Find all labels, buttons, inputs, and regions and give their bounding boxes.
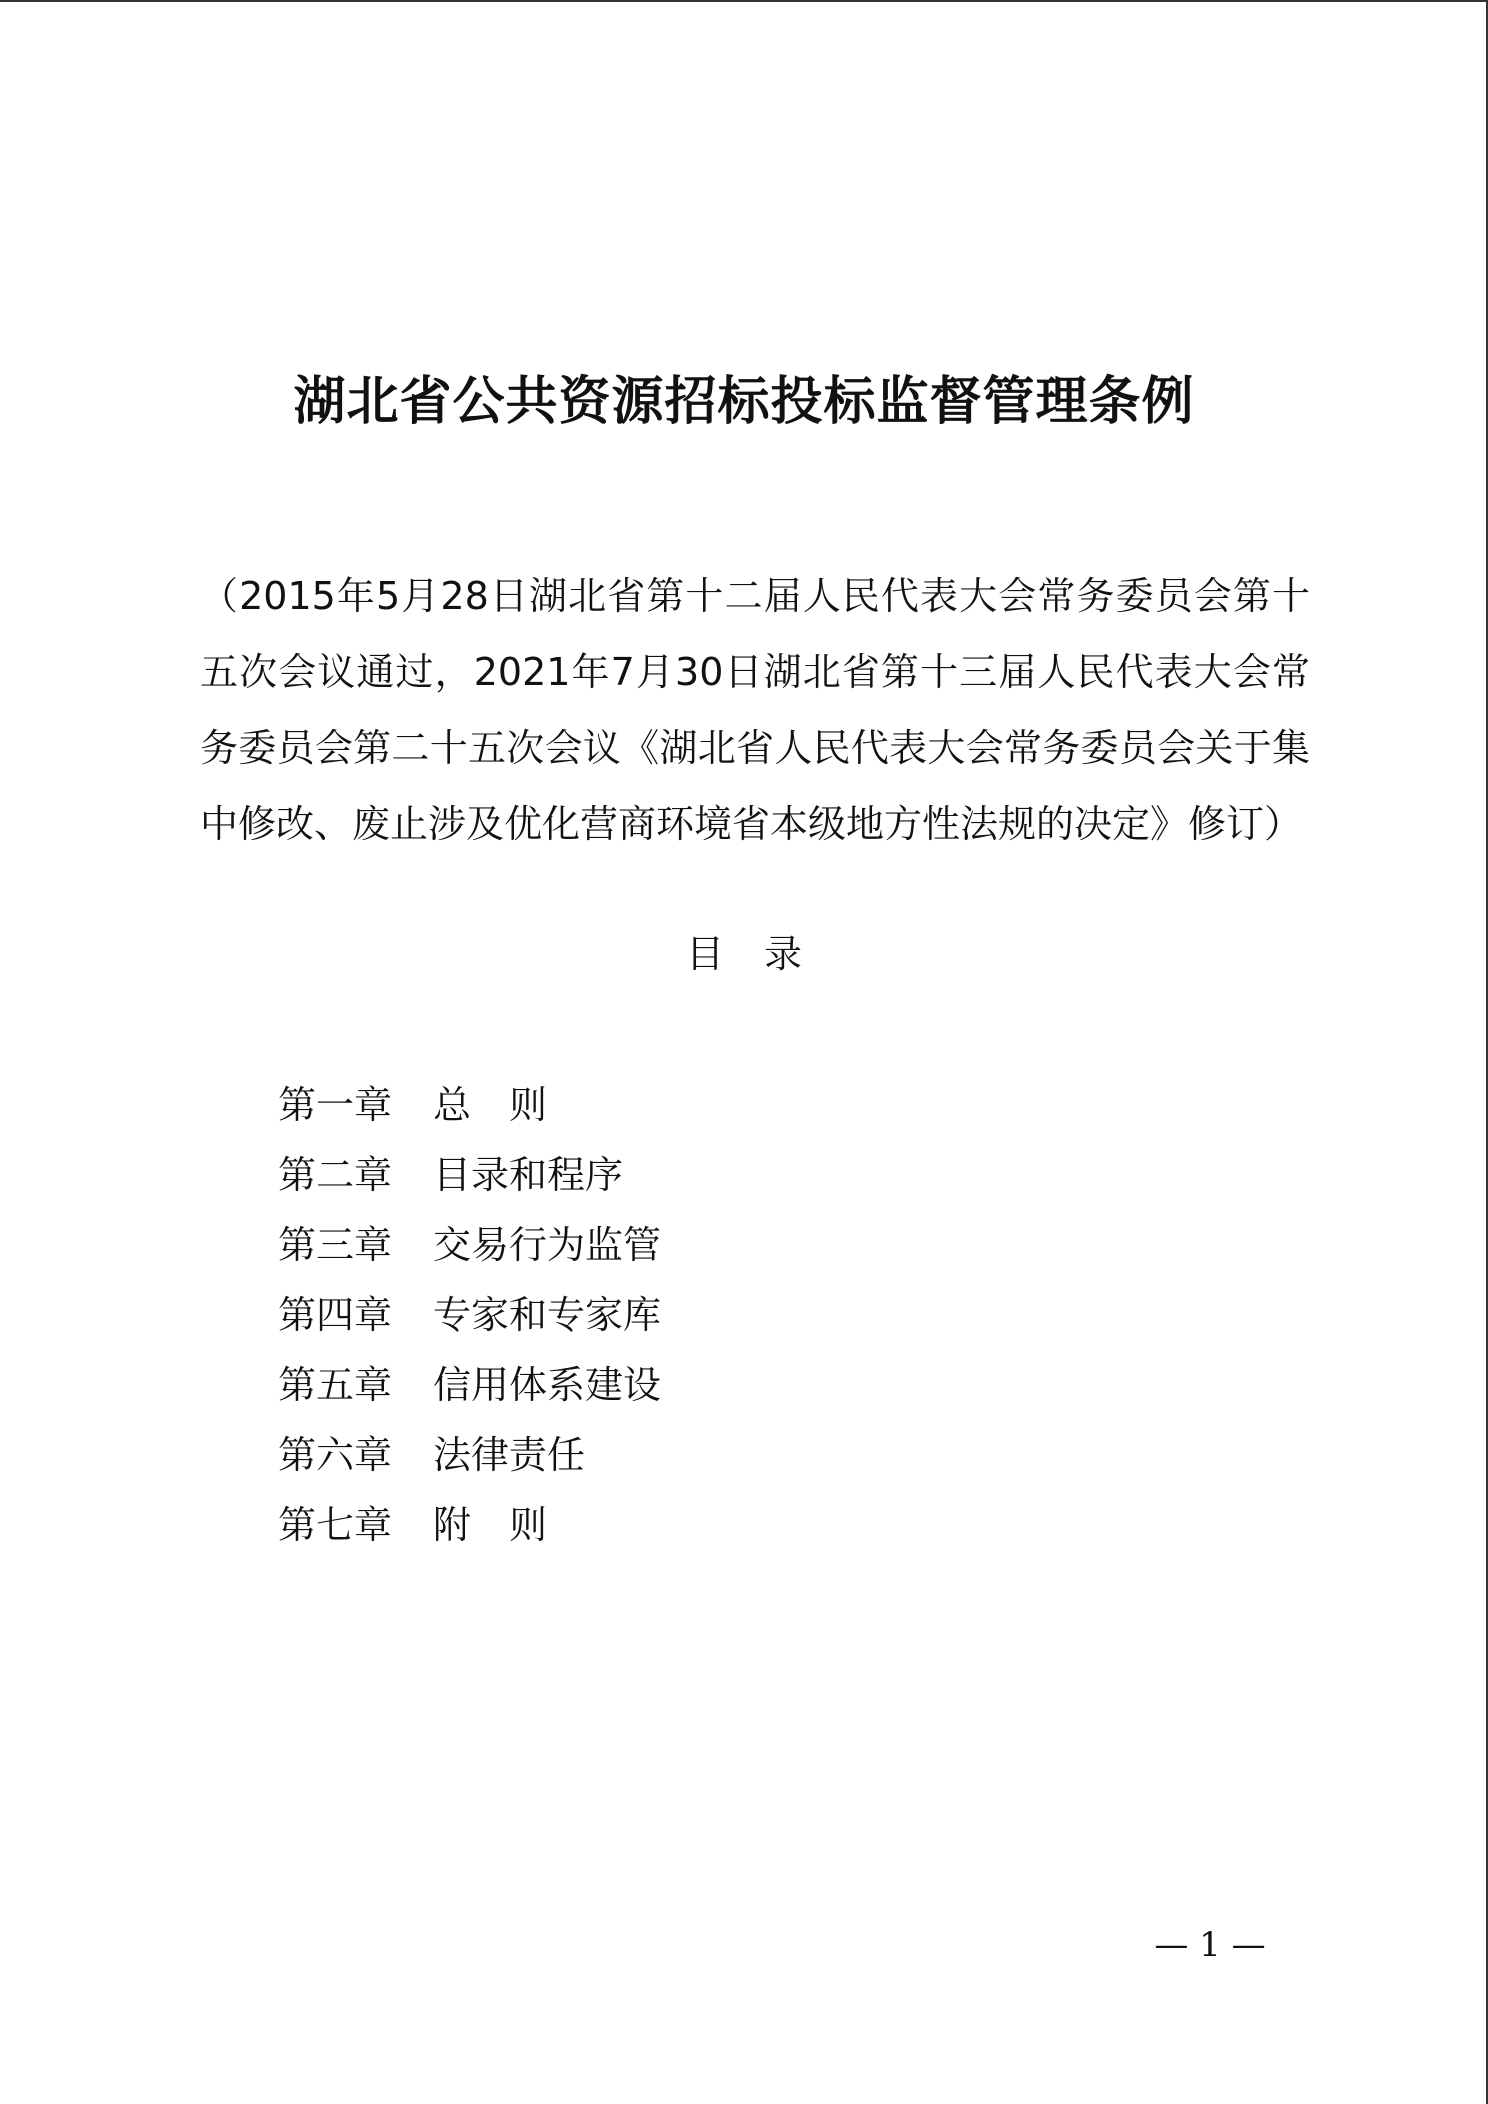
toc-chapter-name: 总 则 [433,1083,548,1127]
toc-chapter-number: 第二章 [278,1153,393,1197]
toc-chapter-number: 第四章 [278,1293,393,1337]
toc-item [278,1280,1178,1350]
document-subtitle: （2015年5月28日湖北省第十二届人民代表大会常务委员会第十五次会议通过，2021年7月30日湖北省第十三届人民代表大会常务委员会第二十五次会议《湖北省人民代表大会常务委员会关于集中修改、废止涉及优化营商环境省本级地方性法规的决定》修订） [200,574,1310,846]
toc-chapter-name: 目录和程序 [433,1153,624,1197]
document-title: 湖北省公共资源招标投标监督管理条例 [293,371,1195,432]
toc-heading: 目录 [685,932,842,976]
toc-item [278,1070,1178,1140]
toc-chapter-name: 法律责任 [433,1433,586,1477]
toc-chapter-name: 信用体系建设 [433,1363,662,1407]
toc-chapter-number: 第五章 [278,1363,393,1407]
toc-item [278,1210,1178,1280]
toc-chapter-number: 第七章 [278,1503,393,1547]
toc-chapter-name: 专家和专家库 [433,1293,662,1337]
toc-chapter-name: 附 则 [433,1503,548,1547]
toc-chapter-number: 第一章 [278,1083,393,1127]
page-border-top [0,0,1488,2]
toc-item [278,1140,1178,1210]
toc-chapter-name: 交易行为监管 [433,1223,662,1267]
toc-item [278,1420,1178,1490]
toc-chapter-number: 第六章 [278,1433,393,1477]
toc-item [278,1490,1178,1560]
toc-item [278,1350,1178,1420]
toc-chapter-number: 第三章 [278,1223,393,1267]
page-number: — 1 — [1154,1925,1266,1965]
table-of-contents [278,1070,1178,1560]
